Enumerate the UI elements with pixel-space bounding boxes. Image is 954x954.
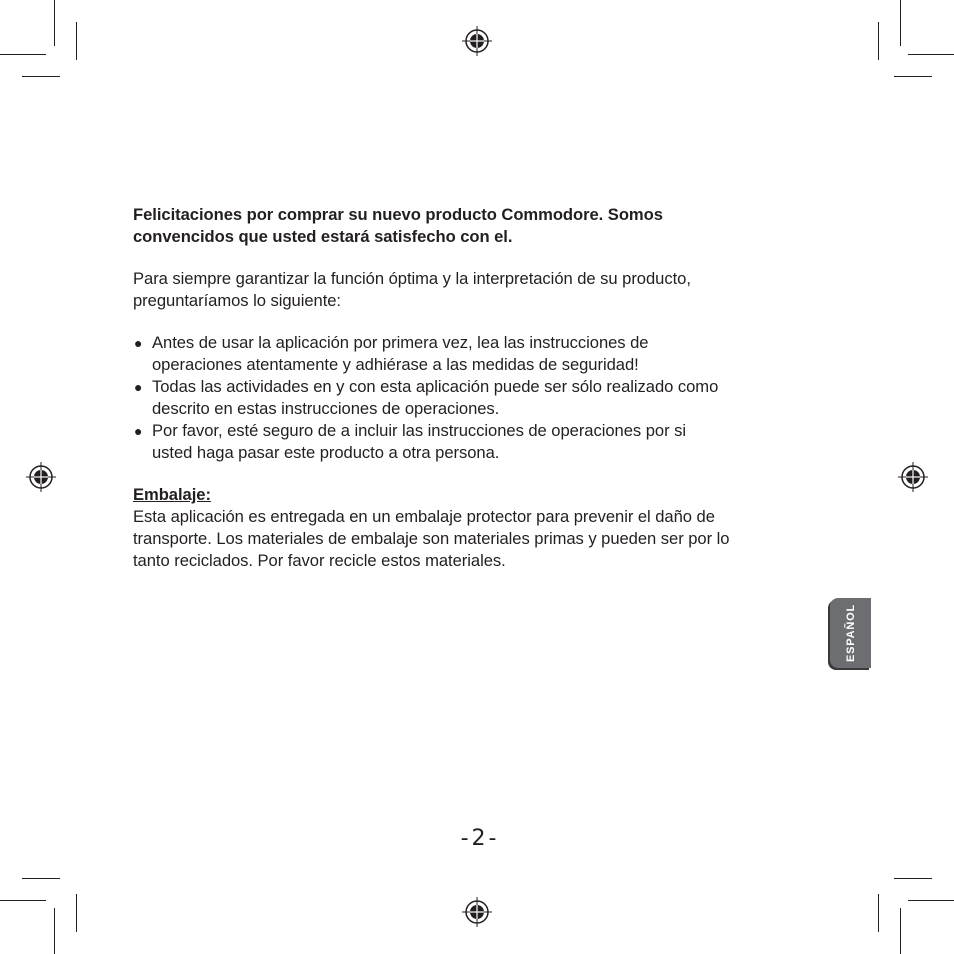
list-item bbox=[133, 420, 803, 464]
registration-mark-icon bbox=[462, 26, 492, 56]
packaging-line: transporte. Los materiales de embalaje son materiales primas y pueden ser por lo bbox=[133, 529, 730, 548]
bullet-icon: ● bbox=[134, 423, 143, 439]
crop-mark bbox=[76, 894, 77, 932]
list-item-line: usted haga pasar este producto a otra persona. bbox=[152, 443, 500, 462]
crop-mark bbox=[0, 54, 46, 55]
crop-mark bbox=[54, 0, 55, 46]
paragraph-line: preguntaríamos lo siguiente: bbox=[133, 291, 341, 310]
instruction-list bbox=[133, 332, 803, 464]
crop-mark bbox=[878, 22, 879, 60]
list-item-line: Todas las actividades en y con esta aplicación puede ser sólo realizado como bbox=[152, 377, 719, 396]
crop-mark bbox=[76, 22, 77, 60]
list-item-line: operaciones atentamente y adhiérase a las medidas de seguridad! bbox=[152, 355, 639, 374]
page-number: -2- bbox=[460, 826, 500, 851]
list-item-line: Por favor, esté seguro de a incluir las instrucciones de operaciones por si bbox=[152, 421, 686, 440]
crop-mark bbox=[894, 878, 932, 879]
paragraph-line: Para siempre garantizar la función óptima y la interpretación de su producto, bbox=[133, 269, 691, 288]
language-tab bbox=[830, 598, 871, 668]
crop-mark bbox=[22, 76, 60, 77]
crop-mark bbox=[0, 900, 46, 901]
crop-mark bbox=[22, 878, 60, 879]
crop-mark bbox=[54, 908, 55, 954]
list-item-line: Antes de usar la aplicación por primera vez, lea las instrucciones de bbox=[152, 333, 649, 352]
packaging-paragraph bbox=[133, 506, 803, 572]
crop-mark bbox=[908, 54, 954, 55]
registration-mark-icon bbox=[898, 462, 928, 492]
intro-line: Felicitaciones por comprar su nuevo producto Commodore. Somos bbox=[133, 205, 663, 224]
body-paragraph bbox=[133, 268, 803, 312]
list-item-line: descrito en estas instrucciones de operaciones. bbox=[152, 399, 500, 418]
registration-mark-icon bbox=[462, 897, 492, 927]
language-tab-label: ESPAÑOL bbox=[844, 604, 857, 662]
intro-paragraph bbox=[133, 204, 803, 248]
intro-line: convencidos que usted estará satisfecho con el. bbox=[133, 227, 513, 246]
page-content bbox=[133, 204, 803, 572]
section-heading-packaging: Embalaje: bbox=[133, 485, 211, 504]
bullet-icon: ● bbox=[134, 335, 143, 351]
crop-mark bbox=[878, 894, 879, 932]
list-item bbox=[133, 376, 803, 420]
bullet-icon: ● bbox=[134, 379, 143, 395]
crop-mark bbox=[908, 900, 954, 901]
packaging-line: Esta aplicación es entregada en un embalaje protector para prevenir el daño de bbox=[133, 507, 715, 526]
crop-mark bbox=[900, 908, 901, 954]
list-item bbox=[133, 332, 803, 376]
registration-mark-icon bbox=[26, 462, 56, 492]
crop-mark bbox=[894, 76, 932, 77]
crop-mark bbox=[900, 0, 901, 46]
packaging-line: tanto reciclados. Por favor recicle estos materiales. bbox=[133, 551, 506, 570]
